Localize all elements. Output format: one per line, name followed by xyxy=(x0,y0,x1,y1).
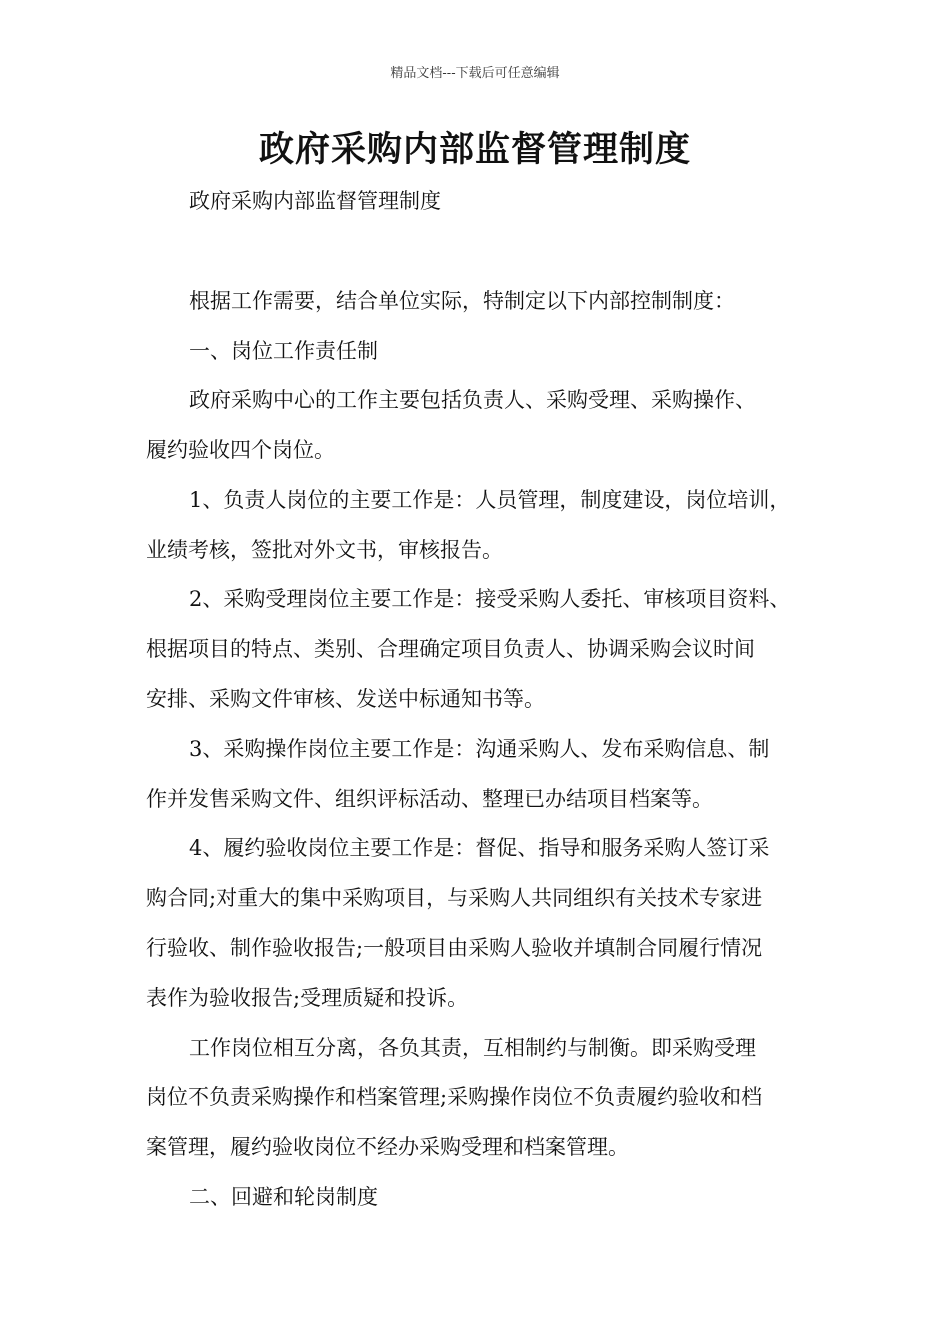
paragraph-line: 购合同;对重大的集中采购项目，与采购人共同组织有关技术专家进 xyxy=(146,886,763,910)
paragraph-line: 2、采购受理岗位主要工作是：接受采购人委托、审核项目资料、 xyxy=(189,587,791,611)
paragraph-line: 案管理，履约验收岗位不经办采购受理和档案管理。 xyxy=(146,1135,629,1159)
paragraph-line: 根据项目的特点、类别、合理确定项目负责人、协调采购会议时间 xyxy=(146,637,755,661)
paragraph-line: 行验收、制作验收报告;一般项目由采购人验收并填制合同履行情况 xyxy=(146,936,763,960)
paragraph-line: 业绩考核，签批对外文书，审核报告。 xyxy=(146,538,503,562)
section-heading: 一、岗位工作责任制 xyxy=(189,339,378,363)
paragraph-line: 4、履约验收岗位主要工作是：督促、指导和服务采购人签订采 xyxy=(189,836,770,860)
paragraph-line: 工作岗位相互分离，各负其责，互相制约与制衡。即采购受理 xyxy=(189,1036,756,1060)
paragraph-line: 岗位不负责采购操作和档案管理;采购操作岗位不负责履约验收和档 xyxy=(146,1085,763,1109)
paragraph-line: 表作为验收报告;受理质疑和投诉。 xyxy=(146,986,469,1010)
paragraph-line: 政府采购中心的工作主要包括负责人、采购受理、采购操作、 xyxy=(189,388,756,412)
paragraph-line: 安排、采购文件审核、发送中标通知书等。 xyxy=(146,687,545,711)
section-heading: 二、回避和轮岗制度 xyxy=(189,1185,378,1209)
header-note: 精品文档---下载后可任意编辑 xyxy=(390,66,560,81)
document-title: 政府采购内部监督管理制度 xyxy=(258,129,691,170)
paragraph-line: 作并发售采购文件、组织评标活动、整理已办结项目档案等。 xyxy=(146,787,713,811)
paragraph-line: 3、采购操作岗位主要工作是：沟通采购人、发布采购信息、制 xyxy=(189,737,770,761)
paragraph-line: 1、负责人岗位的主要工作是：人员管理，制度建设，岗位培训， xyxy=(189,488,791,512)
document-subtitle: 政府采购内部监督管理制度 xyxy=(189,189,441,213)
paragraph-line: 履约验收四个岗位。 xyxy=(146,438,335,462)
paragraph-line: 根据工作需要，结合单位实际，特制定以下内部控制制度： xyxy=(189,289,735,313)
